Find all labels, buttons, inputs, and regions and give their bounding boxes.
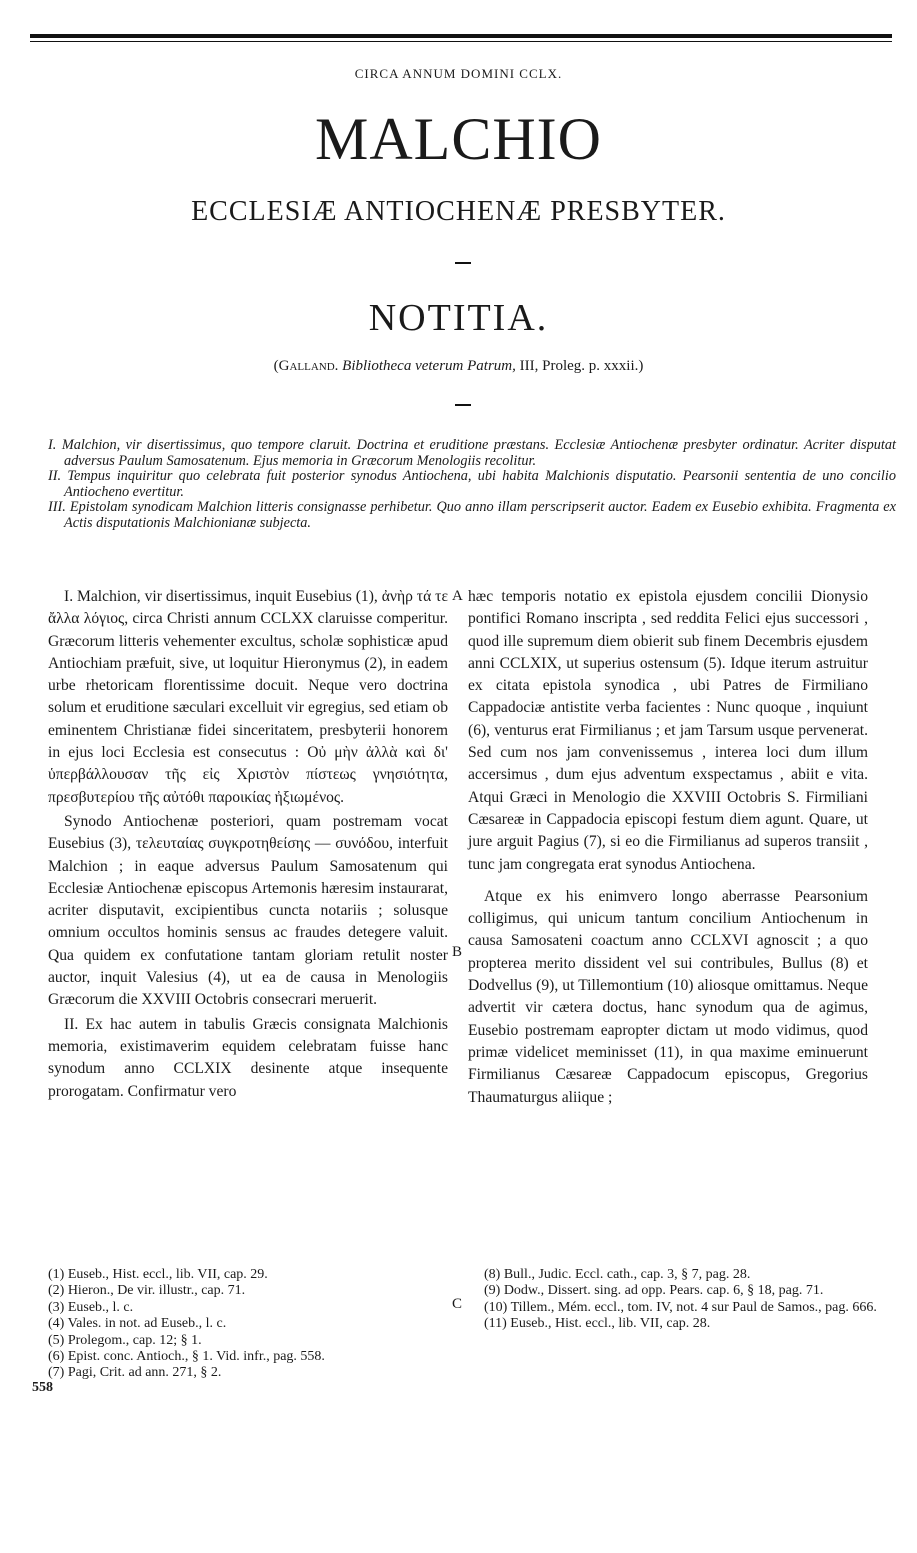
paragraph: II. Ex hac autem in tabulis Græcis consignata Malchionis memoria, existimaverim equidem celebratam fuisse hanc synodum anno CCLXIX desinente atque insequente prorogatam. Confirmatur vero <box>48 1015 448 1100</box>
section-heading: NOTITIA. <box>368 297 549 339</box>
footnote: (10) Tillem., Mém. eccl., tom. IV, not. 4 sur Paul de Samos., pag. 666. <box>484 1299 877 1315</box>
page-subtitle: ECCLESIÆ ANTIOCHENÆ PRESBYTER. <box>191 196 726 227</box>
running-head: CIRCA ANNUM DOMINI CCLX. <box>354 66 563 81</box>
separator-dash <box>455 404 471 406</box>
left-column <box>48 586 448 1103</box>
footnote: (9) Dodw., Dissert. sing. ad opp. Pears. cap. 6, § 18, pag. 71. <box>484 1283 824 1299</box>
margin-marker-a: A <box>452 588 463 604</box>
footnote: (8) Bull., Judic. Eccl. cath., cap. 3, § 7, pag. 28. <box>484 1267 751 1282</box>
footnote: (6) Epist. conc. Antioch., § 1. Vid. infr., pag. 558. <box>48 1349 325 1365</box>
source-rest: III, Proleg. p. xxxii.) <box>515 358 644 374</box>
footnote: (7) Pagi, Crit. ad ann. 271, § 2. <box>48 1365 222 1381</box>
separator-dash <box>455 262 471 264</box>
source-author: Galland. <box>278 358 339 374</box>
footnote: (11) Euseb., Hist. eccl., lib. VII, cap. 28. <box>484 1316 711 1332</box>
footnotes-left <box>48 1267 448 1382</box>
source-prefix: ( <box>273 358 279 374</box>
summary-item: II. Tempus inquiritur quo celebrata fuit posterior synodus Antiochena, ubi habita Malchionis disputatio. Pearsonii sententia de uno concilio Antiocheno evertitur. <box>48 468 896 500</box>
source-work: Bibliotheca veterum Patrum, <box>342 358 516 374</box>
margin-marker-c: C <box>452 1296 463 1312</box>
footnote: (5) Prolegom., cap. 12; § 1. <box>48 1332 202 1348</box>
paragraph: hæc temporis notatio ex epistola ejusdem concilii Dionysio pontifici Romano inscripta , sed reddita Felici ejus successori , quod ille supremum diem obierit sub finem Decembris ejusdem anni CCLXIX, ut superius ostensum (5). Idque iterum astruitur ex citata epistola synodica , ubi Patres de Firmiliano Cappadociæ antistite verba facientes : Nunc quoque , inquiunt (6), venturus erat Firmilianus ; et jam Tarsum usque pervenerat. Sed cum nos jam convenissemus , interea loci dum illum accersimus , dum ejus adventum exspectamus , abiit e vita. Atqui Græci in Menologio die XXVIII Octobris S. Firmiliani Cæsareæ in Cappadocia episcopi festum diem agunt. Quare, ut jure arguit Pagius (7), si eo die Firmilianus ad superos transiit , tunc jam congregata erat synodus Antiochena. <box>468 588 868 873</box>
chapter-summary <box>48 438 896 531</box>
footnote: (2) Hieron., De vir. illustr., cap. 71. <box>48 1283 246 1299</box>
paragraph: Atque ex his enimvero longo aberrasse Pearsonium colligimus, qui unicum tantum concilium Antiochenum in causa Samosateni coactum anno CCLXVI agnoscit ; a quo propterea merito dissident vel sui contribules, Bullus (8) et Dodvellus (9), ut Tillemontium (10) aliosque omittamus. Neque advertit vir cætera doctus, hanc synodum qua de agimus, Eusebio postremam eapropter dictam ut modo vidimus, quod primæ videlicet meminisset (11), in qua maxime eminuerunt Firmilianus Cæsareæ Cappadocum episcopus, Gregorius Thaumaturgus aliique ; <box>468 887 868 1106</box>
summary-item: I. Malchion, vir disertissimus, quo tempore claruit. Doctrina et eruditione præstans. Ecclesiæ Antiochenæ presbyter ordinatur. Acriter disputat adversus Paulum Samosatenum. Ejus memoria in Græcorum Menologiis recolitur. <box>48 437 896 469</box>
footnote: (4) Vales. in not. ad Euseb., l. c. <box>48 1316 227 1332</box>
page-title: MALCHIO <box>315 106 602 172</box>
footnote: (3) Euseb., l. c. <box>48 1299 134 1315</box>
footnote: (1) Euseb., Hist. eccl., lib. VII, cap. 29. <box>48 1267 268 1282</box>
summary-item: III. Epistolam synodicam Malchion litteris consignasse perhibetur. Quo anno illam perscripserit auctor. Eadem ex Eusebio exhibita. Fragmenta ex Actis disputationis Malchionianæ subjecta. <box>48 499 896 531</box>
paragraph: I. Malchion, vir disertissimus, inquit Eusebius (1), ἀνὴρ τά τε ἄλλα λόγιος, circa Christi annum CCLXX claruisse comperitur. Græcorum litteris vehementer excultus, scholæ sophisticæ apud Antiochiam præfuit, sive, ut loquitur Hieronymus (2), in eadem urbe rhetoricam florentissime docuit. Neque vero doctrina solum et eruditione sæculari excelluit vir egregius, sed etiam ob eminentem Christianæ fidei sinceritatem, presbyterii honorem in ejus loci Ecclesia est consecutus : Οὐ μὴν ἀλλὰ καὶ δι' ὑπερβάλλουσαν τῆς εἰς Χριστὸν πίστεως γνησιότητα, πρεσβυτερίου τῆς αὐτόθι παροικίας ἠξιωμένος. <box>48 588 448 806</box>
footnotes-right <box>484 1267 884 1333</box>
page-number: 558 <box>32 1380 53 1395</box>
top-thin-rule <box>30 41 892 42</box>
top-thick-rule <box>30 34 892 38</box>
right-column <box>468 586 868 1109</box>
source-citation <box>0 358 917 375</box>
margin-marker-b: B <box>452 944 463 960</box>
paragraph: Synodo Antiochenæ posteriori, quam postremam vocat Eusebius (3), τελευταίας συγκροτηθείσης — συνόδου, interfuit Malchion ; in eaque adversus Paulum Samosatenum qui Ecclesiæ Antiochenæ episcopus Artemonis hæresim instaurarat, acriter disputavit, excipientibus cuncta notariis ; solusque omnium occultos hominis sensus ac fraudes detegere valuit. Qua quidem ex confutatione tantam gloriam retulit noster auctor, inquit Valesius (4), ut ea de causa in Menologiis Græcorum die XXVIII Octobris consecrari meruerit. <box>48 812 448 1009</box>
